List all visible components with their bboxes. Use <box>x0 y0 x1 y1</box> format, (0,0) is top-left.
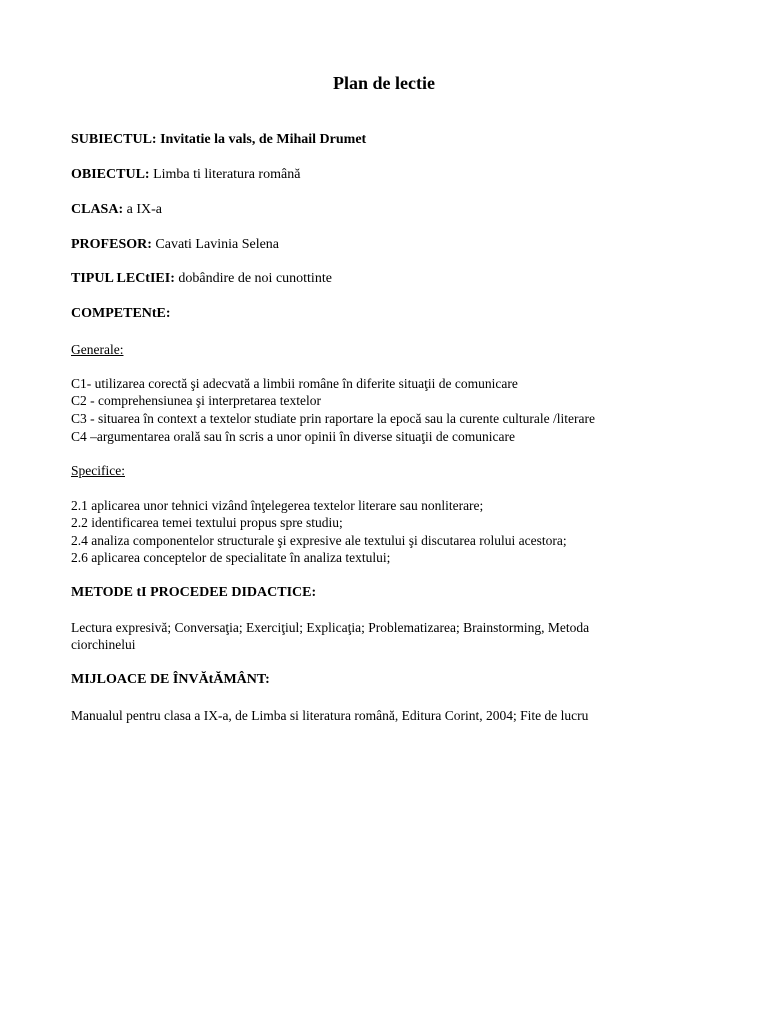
generale-label: Generale: <box>71 342 124 357</box>
tipul-value: dobândire de noi cunottinte <box>178 271 332 286</box>
page-title: Plan de lectie <box>333 73 435 93</box>
profesor-label: PROFESOR: <box>71 237 152 252</box>
profesor-value: Cavati Lavinia Selena <box>155 237 280 252</box>
metode-text-line: Lectura expresivă; Conversaţia; Exerciţiul; Explicaţia; Problematizarea; Brainstorming, Metoda <box>71 620 590 635</box>
obiect-label: OBIECTUL: <box>71 167 150 182</box>
profesor-line <box>71 236 279 253</box>
generale-item: C2 - comprehensiunea şi interpretarea textelor <box>71 393 322 408</box>
clasa-line <box>71 201 162 218</box>
mijloace-heading-text: MIJLOACE DE ÎNVĂtĂMÂNT: <box>71 672 270 687</box>
specifice-item: 2.2 identificarea temei textului propus spre studiu; <box>71 515 343 530</box>
clasa-label: CLASA: <box>71 202 124 217</box>
specifice-label: Specifice: <box>71 463 125 478</box>
generale-item: C4 –argumentarea orală sau în scris a unor opinii în diverse situaţii de comunicare <box>71 429 515 444</box>
generale-item: C3 - situarea în context a textelor studiate prin raportare la epocă sau la curente culturale /literare <box>71 411 596 426</box>
subiect-value: Invitatie la vals, de Mihail Drumet <box>160 132 367 147</box>
competente-heading <box>71 305 171 322</box>
mijloace-heading <box>71 671 270 688</box>
metode-heading-text: METODE tI PROCEDEE DIDACTICE: <box>71 585 317 600</box>
mijloace-text-line: Manualul pentru clasa a IX-a, de Limba si literatura română, Editura Corint, 2004; Fite de lucru <box>71 708 589 723</box>
subiect-line <box>71 131 366 148</box>
metode-heading <box>71 584 316 601</box>
tipul-line <box>71 270 332 287</box>
tipul-label: TIPUL LECtIEI: <box>71 271 175 286</box>
subiect-label: SUBIECTUL: <box>71 132 157 147</box>
clasa-value: a IX-a <box>126 202 162 217</box>
obiect-line <box>71 166 300 183</box>
metode-text-line: ciorchinelui <box>71 637 136 652</box>
specifice-item: 2.1 aplicarea unor tehnici vizând înţelegerea textelor literare sau nonliterare; <box>71 498 484 513</box>
generale-item: C1- utilizarea corectă şi adecvată a limbii române în diferite situaţii de comunicare <box>71 376 518 391</box>
specifice-item: 2.4 analiza componentelor structurale şi expresive ale textului şi discutarea rolului acestora; <box>71 533 567 548</box>
specifice-item: 2.6 aplicarea conceptelor de specialitate în analiza textului; <box>71 550 391 565</box>
obiect-value: Limba ti literatura română <box>153 167 301 182</box>
competente-heading-text: COMPETENtE: <box>71 306 171 321</box>
